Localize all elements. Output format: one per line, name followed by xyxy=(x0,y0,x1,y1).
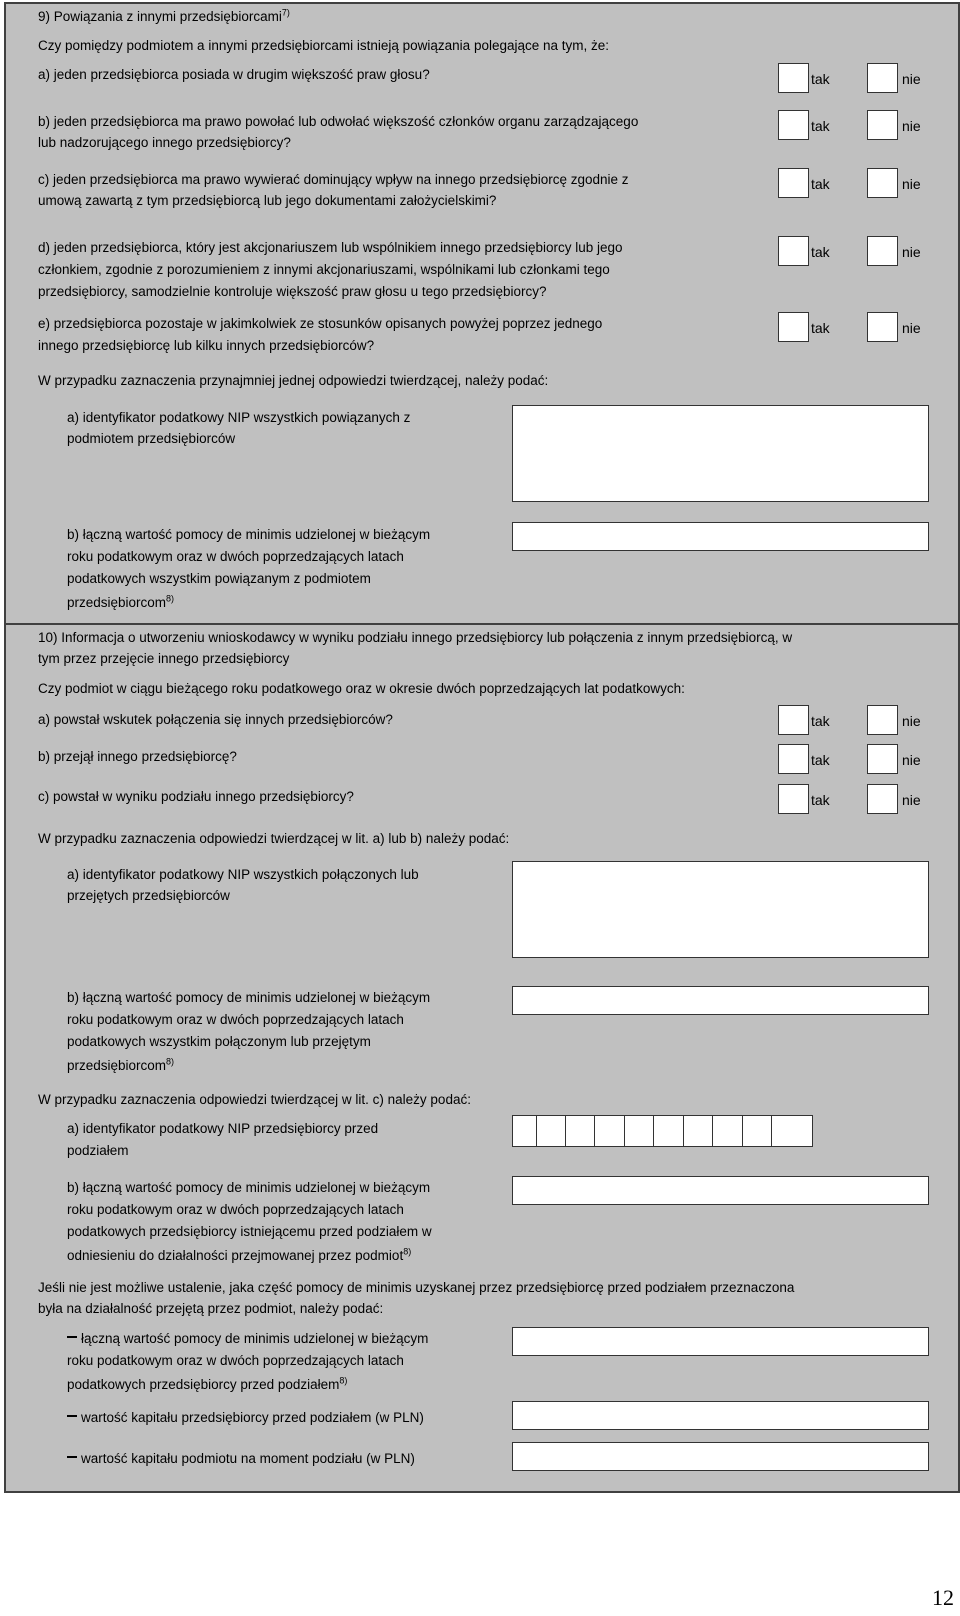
s10-question-b: b) przejął innego przedsiębiorcę? xyxy=(38,749,237,764)
s10-c-field-b-text: odniesieniu do działalności przejmowanej przez podmiot xyxy=(67,1248,404,1263)
section-9-heading-text: 9) Powiązania z innymi przedsiębiorcami xyxy=(38,9,282,24)
s9-field-a-label-line-2: podmiotem przedsiębiorców xyxy=(67,431,236,446)
s10-ab-field-b-line-2: roku podatkowym oraz w dwóch poprzedzających latach xyxy=(67,1012,404,1027)
nip-digit-cell[interactable] xyxy=(719,1116,743,1146)
s9-nip-related-input[interactable] xyxy=(512,405,929,502)
s10-c-nie-checkbox[interactable] xyxy=(867,784,898,814)
s9-question-d-line-2: członkiem, zgodnie z porozumieniem z innymi akcjonariuszami, wspólnikami lub członkami tego xyxy=(38,262,610,277)
s10-dash-1-line-1: łączną wartość pomocy de minimis udzielonej w bieżącym xyxy=(81,1331,429,1346)
s10-question-c: c) powstał w wyniku podziału innego przedsiębiorcy? xyxy=(38,789,354,804)
s9-field-b-label-line-3: podatkowych wszystkim powiązanym z podmiotem xyxy=(67,571,371,586)
s9-question-b-line-2: lub nadzorującego innego przedsiębiorcy? xyxy=(38,135,291,150)
s9-e-tak-label: tak xyxy=(811,320,830,336)
nip-digit-cell[interactable] xyxy=(748,1116,772,1146)
s10-ab-field-a-line-1: a) identyfikator podatkowy NIP wszystkich połączonych lub xyxy=(67,867,419,882)
s9-question-e-line-1: e) przedsiębiorca pozostaje w jakimkolwiek ze stosunków opisanych powyżej poprzez jednego xyxy=(38,316,603,331)
page-number: 12 xyxy=(932,1585,954,1610)
s10-ab-field-b-text: przedsiębiorcom xyxy=(67,1058,167,1073)
s9-b-nie-checkbox[interactable] xyxy=(867,110,898,140)
nip-digit-cell[interactable] xyxy=(689,1116,713,1146)
s10-c-field-b-line-2: roku podatkowym oraz w dwóch poprzedzających latach xyxy=(67,1202,404,1217)
s10-a-nie-label: nie xyxy=(902,713,921,729)
footnote-ref: 8) xyxy=(403,1246,412,1257)
s9-b-tak-checkbox[interactable] xyxy=(778,110,809,140)
s9-e-nie-label: nie xyxy=(902,320,921,336)
s10-if-c-instruction: W przypadku zaznaczenia odpowiedzi twierdzącej w lit. c) należy podać: xyxy=(38,1092,471,1107)
nip-digit-cell[interactable] xyxy=(571,1116,595,1146)
footnote-ref: 8) xyxy=(339,1375,348,1386)
s10-capital-at-division-input[interactable] xyxy=(512,1442,929,1471)
s10-dash-1-text: podatkowych przedsiębiorcy przed podziałem xyxy=(67,1377,340,1392)
s10-c-field-b-line-4 xyxy=(67,1245,411,1267)
s9-b-tak-label: tak xyxy=(811,118,830,134)
s10-a-tak-label: tak xyxy=(811,713,830,729)
s10-note-line-1: Jeśli nie jest możliwe ustalenie, jaka część pomocy de minimis uzyskanej przez przedsiębiorcę przed podziałem przeznaczona xyxy=(38,1280,795,1295)
section-10-heading-line-2: tym przez przejęcie innego przedsiębiorcy xyxy=(38,651,290,666)
s9-field-b-label-line-1: b) łączną wartość pomocy de minimis udzielonej w bieżącym xyxy=(67,527,431,542)
s10-question-a: a) powstał wskutek połączenia się innych przedsiębiorców? xyxy=(38,712,393,727)
s10-deminimis-before-division-total-input[interactable] xyxy=(512,1327,929,1356)
s9-d-tak-checkbox[interactable] xyxy=(778,236,809,266)
s9-field-b-label-text: przedsiębiorcom xyxy=(67,595,167,610)
s9-c-tak-label: tak xyxy=(811,176,830,192)
s9-question-c-line-1: c) jeden przedsiębiorca ma prawo wywierać dominujący wpływ na innego przedsiębiorcę zgodnie z xyxy=(38,172,629,187)
s9-question-e-line-2: innego przedsiębiorcę lub kilku innych przedsiębiorców? xyxy=(38,338,375,353)
nip-digit-cell[interactable] xyxy=(542,1116,566,1146)
s10-c-nie-label: nie xyxy=(902,792,921,808)
s10-if-ab-instruction: W przypadku zaznaczenia odpowiedzi twierdzącej w lit. a) lub b) należy podać: xyxy=(38,831,510,846)
s10-nip-before-division-input[interactable] xyxy=(512,1115,813,1147)
s9-deminimis-related-input[interactable] xyxy=(512,522,929,551)
nip-digit-cell[interactable] xyxy=(777,1116,801,1146)
s10-b-nie-label: nie xyxy=(902,752,921,768)
nip-digit-cell[interactable] xyxy=(601,1116,625,1146)
s9-question-c-line-2: umową zawartą z tym przedsiębiorcą lub jego dokumentami założycielskimi? xyxy=(38,193,497,208)
s9-d-nie-label: nie xyxy=(902,244,921,260)
s10-ab-field-b-line-4 xyxy=(67,1055,174,1077)
s10-capital-before-division-input[interactable] xyxy=(512,1401,929,1430)
s9-question-a: a) jeden przedsiębiorca posiada w drugim większość praw głosu? xyxy=(38,67,430,82)
s10-nip-merged-input[interactable] xyxy=(512,861,929,958)
nip-digit-cell[interactable] xyxy=(630,1116,654,1146)
footnote-ref: 8) xyxy=(166,1056,175,1067)
s9-a-tak-label: tak xyxy=(811,71,830,87)
section-10-intro: Czy podmiot w ciągu bieżącego roku podatkowego oraz w okresie dwóch poprzedzających lat podatkowych: xyxy=(38,681,685,696)
s9-if-yes-instruction: W przypadku zaznaczenia przynajmniej jednej odpowiedzi twierdzącej, należy podać: xyxy=(38,373,549,388)
s10-deminimis-merged-input[interactable] xyxy=(512,986,929,1015)
section-9-intro: Czy pomiędzy podmiotem a innymi przedsiębiorcami istnieją powiązania polegające na tym, że: xyxy=(38,38,610,53)
dash-bullet xyxy=(67,1415,77,1417)
s9-a-nie-label: nie xyxy=(902,71,921,87)
s10-b-tak-label: tak xyxy=(811,752,830,768)
s9-c-tak-checkbox[interactable] xyxy=(778,168,809,198)
s9-e-tak-checkbox[interactable] xyxy=(778,312,809,342)
s10-b-nie-checkbox[interactable] xyxy=(867,744,898,774)
s10-c-field-a-line-1: a) identyfikator podatkowy NIP przedsiębiorcy przed xyxy=(67,1121,379,1136)
s10-c-field-b-line-1: b) łączną wartość pomocy de minimis udzielonej w bieżącym xyxy=(67,1180,431,1195)
section-10-heading-line-1: 10) Informacja o utworzeniu wnioskodawcy w wyniku podziału innego przedsiębiorcy lub połączenia z innym przedsiębiorcą, w xyxy=(38,630,793,645)
footnote-ref: 8) xyxy=(166,593,175,604)
s9-b-nie-label: nie xyxy=(902,118,921,134)
s10-a-nie-checkbox[interactable] xyxy=(867,705,898,735)
s10-dash-2: wartość kapitału przedsiębiorcy przed podziałem (w PLN) xyxy=(81,1410,424,1425)
s9-c-nie-checkbox[interactable] xyxy=(867,168,898,198)
s10-dash-3: wartość kapitału podmiotu na moment podziału (w PLN) xyxy=(81,1451,415,1466)
nip-digit-cell[interactable] xyxy=(660,1116,684,1146)
s10-deminimis-before-division-input[interactable] xyxy=(512,1176,929,1205)
s9-d-tak-label: tak xyxy=(811,244,830,260)
nip-digit-cell[interactable] xyxy=(513,1116,537,1146)
s10-c-tak-label: tak xyxy=(811,792,830,808)
s10-ab-field-b-line-1: b) łączną wartość pomocy de minimis udzielonej w bieżącym xyxy=(67,990,431,1005)
s10-dash-1-line-3 xyxy=(67,1374,347,1396)
s10-dash-1-line-2: roku podatkowym oraz w dwóch poprzedzających latach xyxy=(67,1353,404,1368)
dash-bullet xyxy=(67,1456,77,1458)
footnote-ref: 7) xyxy=(281,7,290,18)
s9-field-b-label-line-4 xyxy=(67,592,174,614)
s10-ab-field-a-line-2: przejętych przedsiębiorców xyxy=(67,888,230,903)
s9-a-tak-checkbox[interactable] xyxy=(778,63,809,93)
s9-question-d-line-1: d) jeden przedsiębiorca, który jest akcjonariuszem lub wspólnikiem innego przedsiębiorcy lub jego xyxy=(38,240,623,255)
s9-e-nie-checkbox[interactable] xyxy=(867,312,898,342)
s9-a-nie-checkbox[interactable] xyxy=(867,63,898,93)
s10-c-field-a-line-2: podziałem xyxy=(67,1143,129,1158)
section-9-heading xyxy=(38,6,290,28)
s9-question-d-line-3: przedsiębiorcy, samodzielnie kontroluje większość praw głosu u tego przedsiębiorcy? xyxy=(38,284,547,299)
s10-c-field-b-line-3: podatkowych przedsiębiorcy istniejącemu przed podziałem w xyxy=(67,1224,432,1239)
dash-bullet xyxy=(67,1336,77,1338)
s10-b-tak-checkbox[interactable] xyxy=(778,744,809,774)
s9-question-b-line-1: b) jeden przedsiębiorca ma prawo powołać lub odwołać większość członków organu zarządzającego xyxy=(38,114,639,129)
s9-c-nie-label: nie xyxy=(902,176,921,192)
s9-field-a-label-line-1: a) identyfikator podatkowy NIP wszystkich powiązanych z xyxy=(67,410,411,425)
s9-d-nie-checkbox[interactable] xyxy=(867,236,898,266)
s9-field-b-label-line-2: roku podatkowym oraz w dwóch poprzedzających latach xyxy=(67,549,404,564)
s10-a-tak-checkbox[interactable] xyxy=(778,705,809,735)
s10-ab-field-b-line-3: podatkowych wszystkim połączonym lub przejętym xyxy=(67,1034,371,1049)
s10-note-line-2: była na działalność przejętą przez podmiot, należy podać: xyxy=(38,1301,384,1316)
s10-c-tak-checkbox[interactable] xyxy=(778,784,809,814)
